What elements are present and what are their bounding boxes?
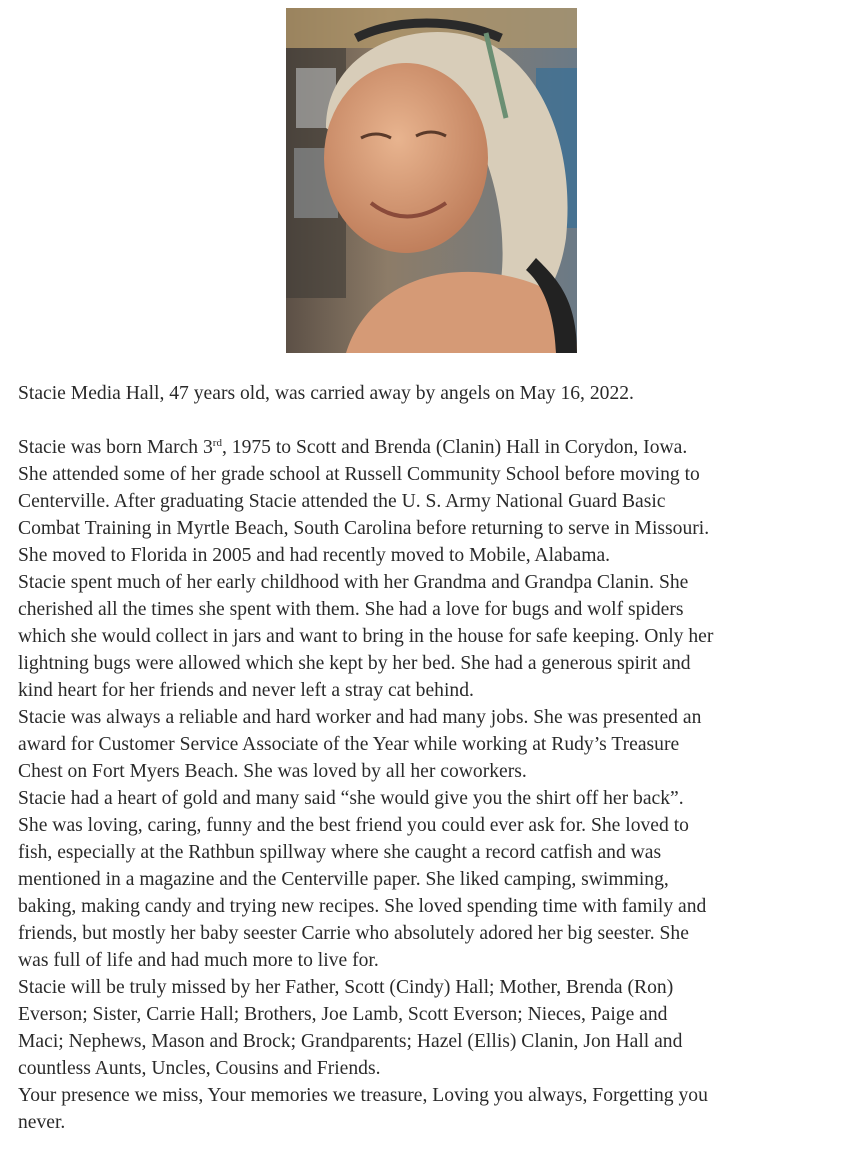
obituary-line: baking, making candy and trying new recipes. She loved spending time with family and xyxy=(18,896,707,917)
obituary-line: Centerville. After graduating Stacie attended the U. S. Army National Guard Basic xyxy=(18,491,666,512)
obituary-line: Your presence we miss, Your memories we treasure, Loving you always, Forgetting you xyxy=(18,1085,708,1106)
obituary-line: Maci; Nephews, Mason and Brock; Grandparents; Hazel (Ellis) Clanin, Jon Hall and xyxy=(18,1031,683,1052)
obituary-line: She attended some of her grade school at Russell Community School before moving to xyxy=(18,464,700,485)
obituary-line: countless Aunts, Uncles, Cousins and Friends. xyxy=(18,1058,381,1079)
portrait-image xyxy=(286,8,577,353)
obituary-line: kind heart for her friends and never left a stray cat behind. xyxy=(18,680,474,701)
obituary-line: Combat Training in Myrtle Beach, South Carolina before returning to serve in Missouri. xyxy=(18,518,710,539)
obituary-line: Everson; Sister, Carrie Hall; Brothers, Joe Lamb, Scott Everson; Nieces, Paige and xyxy=(18,1004,668,1025)
obituary-line: Chest on Fort Myers Beach. She was loved by all her coworkers. xyxy=(18,761,527,782)
obituary-line: which she would collect in jars and want to bring in the house for safe keeping. Only her xyxy=(18,626,714,647)
obituary-text xyxy=(18,380,840,1136)
obituary-line: Stacie was always a reliable and hard worker and had many jobs. She was presented an xyxy=(18,707,702,728)
obituary-line: fish, especially at the Rathbun spillway where she caught a record catfish and was xyxy=(18,842,662,863)
obituary-line: Stacie had a heart of gold and many said “she would give you the shirt off her back”. xyxy=(18,788,684,809)
obituary-line: award for Customer Service Associate of the Year while working at Rudy’s Treasure xyxy=(18,734,680,755)
obituary-line: cherished all the times she spent with them. She had a love for bugs and wolf spiders xyxy=(18,599,684,620)
portrait-photo xyxy=(286,8,577,353)
obituary-line: mentioned in a magazine and the Centerville paper. She liked camping, swimming, xyxy=(18,869,669,890)
obituary-line: She moved to Florida in 2005 and had recently moved to Mobile, Alabama. xyxy=(18,545,611,566)
obituary-opening: Stacie Media Hall, 47 years old, was carried away by angels on May 16, 2022. xyxy=(18,383,634,404)
obituary-line: Stacie spent much of her early childhood with her Grandma and Grandpa Clanin. She xyxy=(18,572,689,593)
obituary-line: lightning bugs were allowed which she kept by her bed. She had a generous spirit and xyxy=(18,653,691,674)
obituary-line: was full of life and had much more to live for. xyxy=(18,950,379,971)
obituary-line: Stacie will be truly missed by her Father, Scott (Cindy) Hall; Mother, Brenda (Ron) xyxy=(18,977,674,998)
obituary-line: never. xyxy=(18,1112,66,1133)
obituary-line: friends, but mostly her baby seester Carrie who absolutely adored her big seester. She xyxy=(18,923,689,944)
obituary-line: Stacie was born March 3rd, 1975 to Scott and Brenda (Clanin) Hall in Corydon, Iowa. xyxy=(18,437,688,458)
obituary-line: She was loving, caring, funny and the best friend you could ever ask for. She loved to xyxy=(18,815,689,836)
